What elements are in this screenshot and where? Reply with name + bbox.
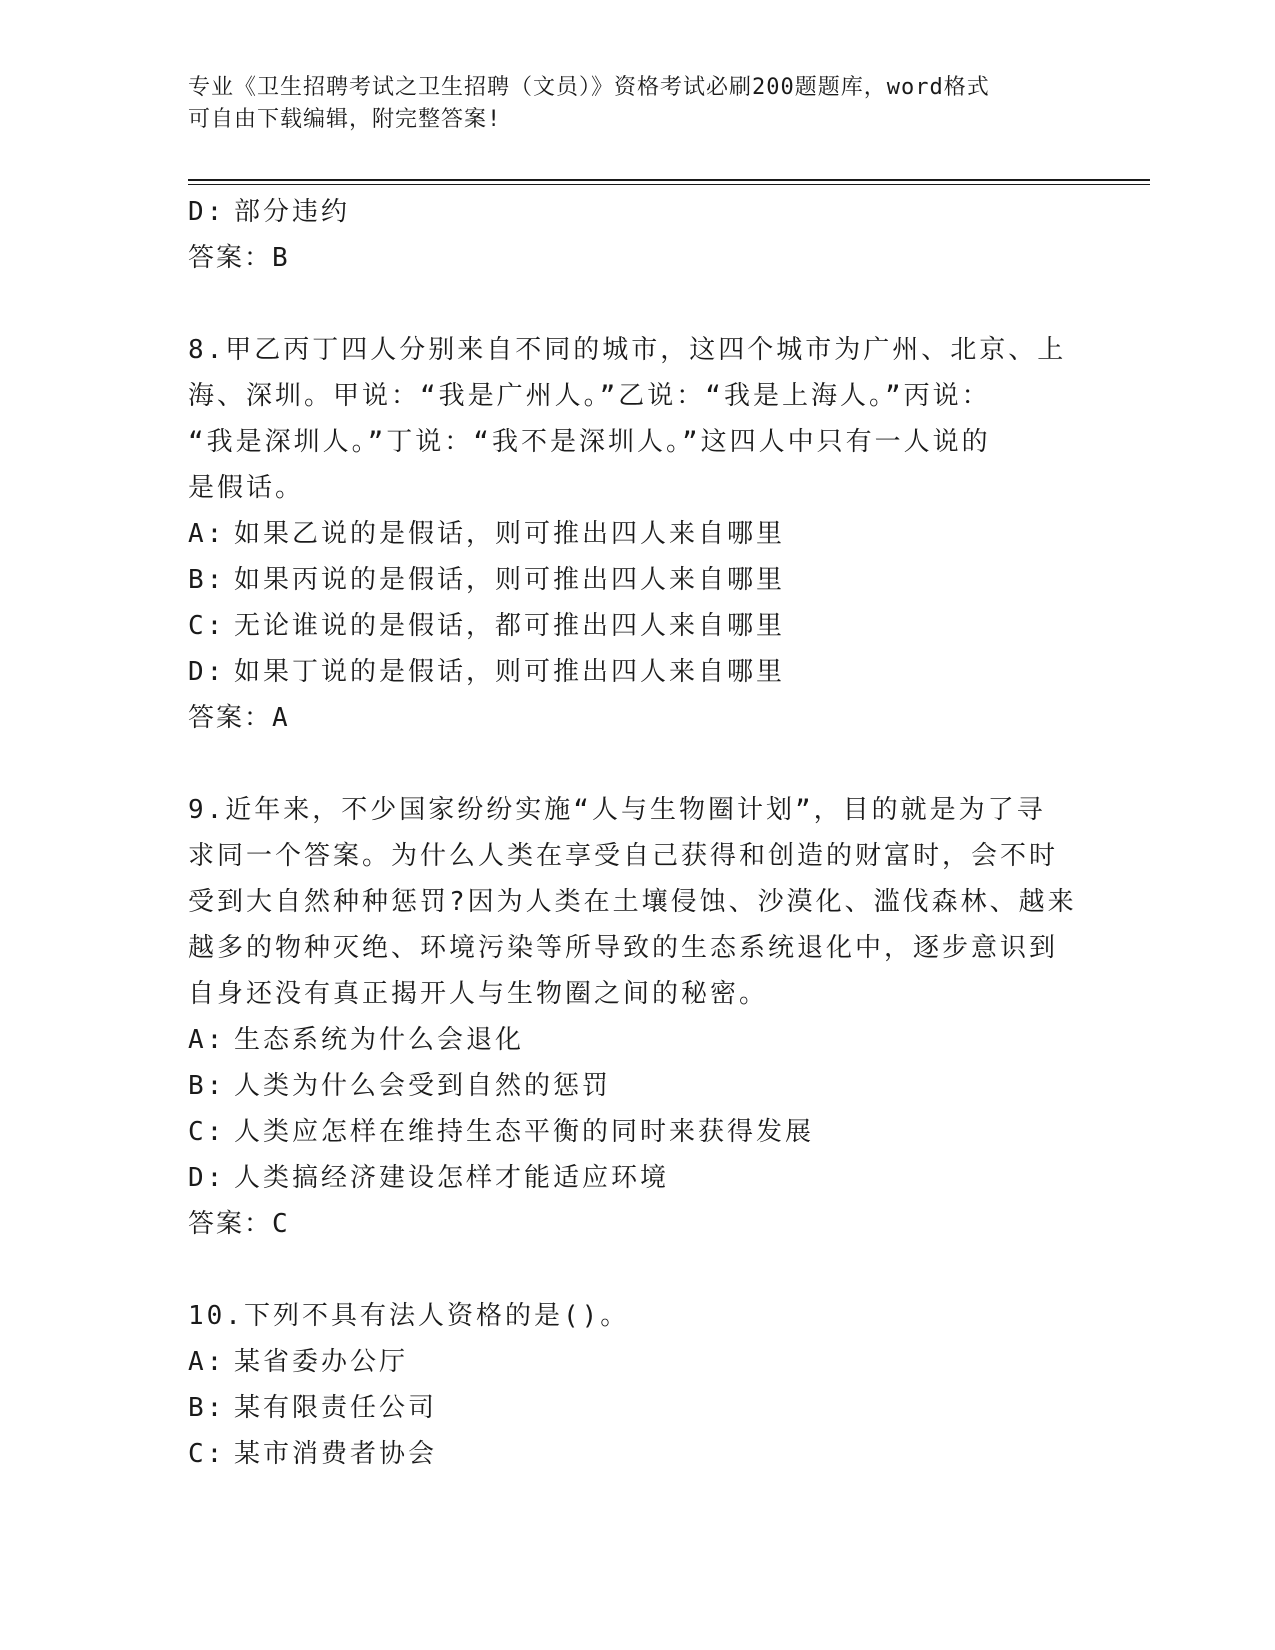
option-text: 如果乙说的是假话，则可推出四人来自哪里 bbox=[234, 519, 786, 549]
question-stem-line: 是假话。 bbox=[188, 473, 305, 503]
option-d bbox=[188, 1155, 1088, 1201]
spacer bbox=[188, 741, 1088, 787]
option-text: 人类为什么会受到自然的惩罚 bbox=[234, 1071, 612, 1101]
question-stem-line: 8.甲乙丙丁四人分别来自不同的城市，这四个城市为广州、北京、上 bbox=[188, 335, 1067, 365]
option-c bbox=[188, 1431, 1088, 1477]
option-text: 某市消费者协会 bbox=[234, 1439, 438, 1469]
option-text: 部分违约 bbox=[234, 197, 351, 227]
option-a bbox=[188, 511, 1088, 557]
option-a bbox=[188, 1339, 1088, 1385]
document-body bbox=[188, 189, 1088, 1477]
option-text: 某省委办公厅 bbox=[234, 1347, 409, 1377]
option-text: 人类应怎样在维持生态平衡的同时来获得发展 bbox=[234, 1117, 815, 1147]
question-8 bbox=[188, 327, 1088, 741]
header-line-2: 可自由下载编辑，附完整答案! bbox=[188, 107, 502, 132]
question-stem-line: “我是深圳人。”丁说：“我不是深圳人。”这四人中只有一人说的 bbox=[188, 427, 991, 457]
question-10 bbox=[188, 1293, 1088, 1477]
option-b bbox=[188, 1063, 1088, 1109]
option-text: 人类搞经济建设怎样才能适应环境 bbox=[234, 1163, 670, 1193]
option-text: 生态系统为什么会退化 bbox=[234, 1025, 525, 1055]
option-a bbox=[188, 1017, 1088, 1063]
option-prefix: A: bbox=[188, 1347, 226, 1377]
option-text: 某有限责任公司 bbox=[234, 1393, 438, 1423]
option-text: 如果丁说的是假话，则可推出四人来自哪里 bbox=[234, 657, 786, 687]
option-prefix: C: bbox=[188, 611, 226, 641]
option-prefix: D: bbox=[188, 657, 226, 687]
q8-answer: 答案：A bbox=[188, 703, 290, 733]
option-prefix: C: bbox=[188, 1117, 226, 1147]
option-prefix: D: bbox=[188, 1163, 226, 1193]
question-stem-line: 自身还没有真正揭开人与生物圈之间的秘密。 bbox=[188, 979, 769, 1009]
q7-option-d bbox=[188, 189, 1088, 235]
option-prefix: B: bbox=[188, 1393, 226, 1423]
question-stem-line: 受到大自然种种惩罚?因为人类在土壤侵蚀、沙漠化、滥伐森林、越来 bbox=[188, 887, 1077, 917]
option-prefix: B: bbox=[188, 1071, 226, 1101]
document-header bbox=[188, 72, 1068, 136]
spacer bbox=[188, 281, 1088, 327]
header-divider-thick bbox=[188, 179, 1150, 181]
option-prefix: B: bbox=[188, 565, 226, 595]
header-line-1: 专业《卫生招聘考试之卫生招聘（文员）》资格考试必刷200题题库，word格式 bbox=[188, 75, 990, 100]
option-b bbox=[188, 557, 1088, 603]
question-stem-line: 10.下列不具有法人资格的是()。 bbox=[188, 1301, 630, 1331]
option-prefix: A: bbox=[188, 1025, 226, 1055]
question-9 bbox=[188, 787, 1088, 1247]
option-c bbox=[188, 1109, 1088, 1155]
option-c bbox=[188, 603, 1088, 649]
option-prefix: D: bbox=[188, 197, 226, 227]
question-stem-line: 求同一个答案。为什么人类在享受自己获得和创造的财富时，会不时 bbox=[188, 841, 1059, 871]
option-prefix: A: bbox=[188, 519, 226, 549]
option-b bbox=[188, 1385, 1088, 1431]
option-d bbox=[188, 649, 1088, 695]
question-stem-line: 海、深圳。甲说：“我是广州人。”乙说：“我是上海人。”丙说： bbox=[188, 381, 991, 411]
question-stem-line: 9.近年来，不少国家纷纷实施“人与生物圈计划”，目的就是为了寻 bbox=[188, 795, 1046, 825]
q9-answer: 答案：C bbox=[188, 1209, 290, 1239]
question-stem-line: 越多的物种灭绝、环境污染等所导致的生态系统退化中，逐步意识到 bbox=[188, 933, 1059, 963]
header-divider-thin bbox=[188, 184, 1150, 185]
q7-answer: 答案：B bbox=[188, 243, 290, 273]
spacer bbox=[188, 1247, 1088, 1293]
option-text: 如果丙说的是假话，则可推出四人来自哪里 bbox=[234, 565, 786, 595]
option-text: 无论谁说的是假话，都可推出四人来自哪里 bbox=[234, 611, 786, 641]
option-prefix: C: bbox=[188, 1439, 226, 1469]
